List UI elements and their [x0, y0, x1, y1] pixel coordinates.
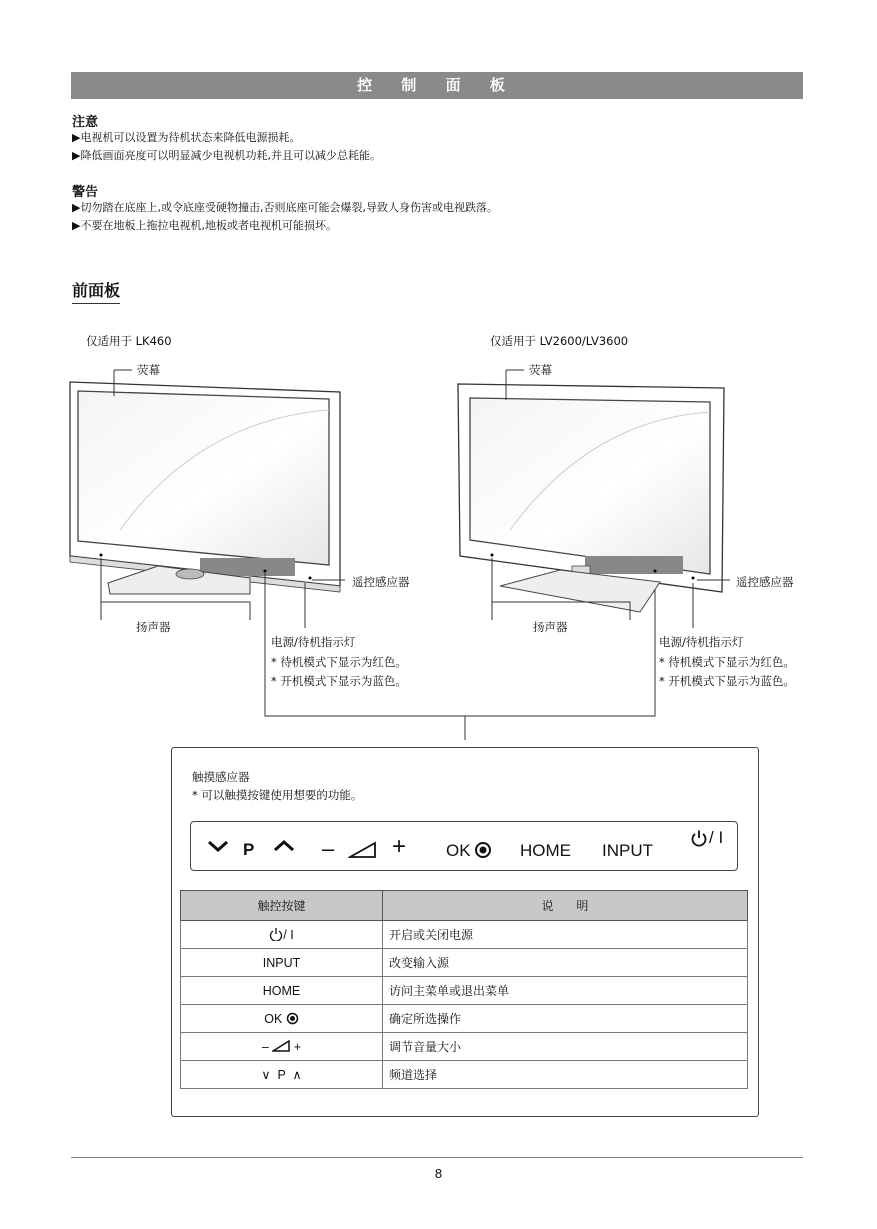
right-remote-sensor-label: 遥控感应器 — [736, 575, 794, 589]
right-power-note: * 待机模式下显示为红色。 — [659, 655, 795, 669]
input-key[interactable]: INPUT — [602, 841, 653, 860]
right-touch-strip — [585, 556, 683, 574]
channel-p-key[interactable]: P — [243, 840, 255, 859]
channel-up-icon — [272, 838, 296, 854]
right-power-indicator-label: 电源/待机指示灯 — [659, 635, 744, 649]
table-header-row — [181, 891, 748, 921]
table-desc-cell: 开启或关闭电源 — [383, 921, 748, 949]
channel-down-icon — [206, 838, 230, 854]
table-desc-cell: 访问主菜单或退出菜单 — [383, 977, 748, 1005]
table-header: 触控按键 — [181, 891, 383, 921]
warning-item: ▶不要在地板上拖拉电视机,地板或者电视机可能损坏。 — [72, 219, 337, 232]
right-screen-label: 荧幕 — [529, 363, 552, 377]
notice-item: ▶电视机可以设置为待机状态来降低电源损耗。 — [72, 131, 301, 144]
notice-item: ▶降低画面亮度可以明显减少电视机功耗,并且可以减少总耗能。 — [72, 149, 381, 162]
volume-icon — [272, 1040, 290, 1052]
table-key-cell: OK — [181, 1005, 383, 1033]
front-panel-title: 前面板 — [72, 278, 120, 304]
volume-plus-key[interactable]: + — [392, 833, 407, 860]
page-number: 8 — [434, 1166, 443, 1181]
left-power-note: * 开机模式下显示为蓝色。 — [271, 674, 407, 688]
right-tv — [458, 384, 724, 612]
table-desc-cell: 频道选择 — [383, 1061, 748, 1089]
warning-item: ▶切勿踏在底座上,或令底座受硬物撞击,否则底座可能会爆裂,导致人身伤害或电视跌落。 — [72, 201, 498, 214]
table-row — [181, 949, 748, 977]
ok-key[interactable]: OK — [446, 841, 471, 860]
touch-sensor-title: 触摸感应器 — [192, 770, 250, 784]
table-desc-cell: 确定所选操作 — [383, 1005, 748, 1033]
left-power-indicator-label: 电源/待机指示灯 — [271, 635, 356, 649]
touch-sensor-note: * 可以触摸按键使用想要的功能。 — [192, 788, 363, 802]
ok-circle-icon — [286, 1012, 299, 1025]
right-speaker-label: 扬声器 — [533, 620, 568, 634]
table-desc-cell: 调节音量大小 — [383, 1033, 748, 1061]
table-key-cell: / I — [181, 921, 383, 949]
power-key[interactable]: / I — [709, 828, 724, 847]
left-remote-sensor-label: 遥控感应器 — [352, 575, 410, 589]
table-row — [181, 1033, 748, 1061]
left-tv — [70, 382, 340, 594]
table-row — [181, 1061, 748, 1089]
left-caption: 仅适用于 LK460 — [86, 334, 172, 348]
right-power-note: * 开机模式下显示为蓝色。 — [659, 674, 795, 688]
footer-divider — [71, 1157, 803, 1158]
ok-circle-icon — [474, 841, 492, 859]
power-icon — [269, 927, 283, 941]
table-key-cell: HOME — [181, 977, 383, 1005]
left-power-note: * 待机模式下显示为红色。 — [271, 655, 407, 669]
touch-key-table — [180, 890, 748, 1089]
table-desc-cell: 改变输入源 — [383, 949, 748, 977]
table-row — [181, 1005, 748, 1033]
power-icon — [690, 829, 708, 847]
page-title: 控 制 面 板 — [357, 76, 517, 94]
notice-heading: 注意 — [72, 115, 99, 130]
left-speaker-label: 扬声器 — [136, 620, 171, 634]
volume-minus-key[interactable]: – — [322, 836, 335, 861]
table-key-cell: INPUT — [181, 949, 383, 977]
home-key[interactable]: HOME — [520, 841, 571, 860]
table-row — [181, 977, 748, 1005]
table-row — [181, 921, 748, 949]
table-key-cell: ∨ P ∧ — [181, 1061, 383, 1089]
left-screen-label: 荧幕 — [137, 363, 160, 377]
right-caption: 仅适用于 LV2600/LV3600 — [490, 334, 629, 348]
volume-icon — [348, 840, 378, 860]
table-header: 说 明 — [383, 891, 748, 921]
warning-heading: 警告 — [72, 185, 99, 200]
table-key-cell: – + — [181, 1033, 383, 1061]
